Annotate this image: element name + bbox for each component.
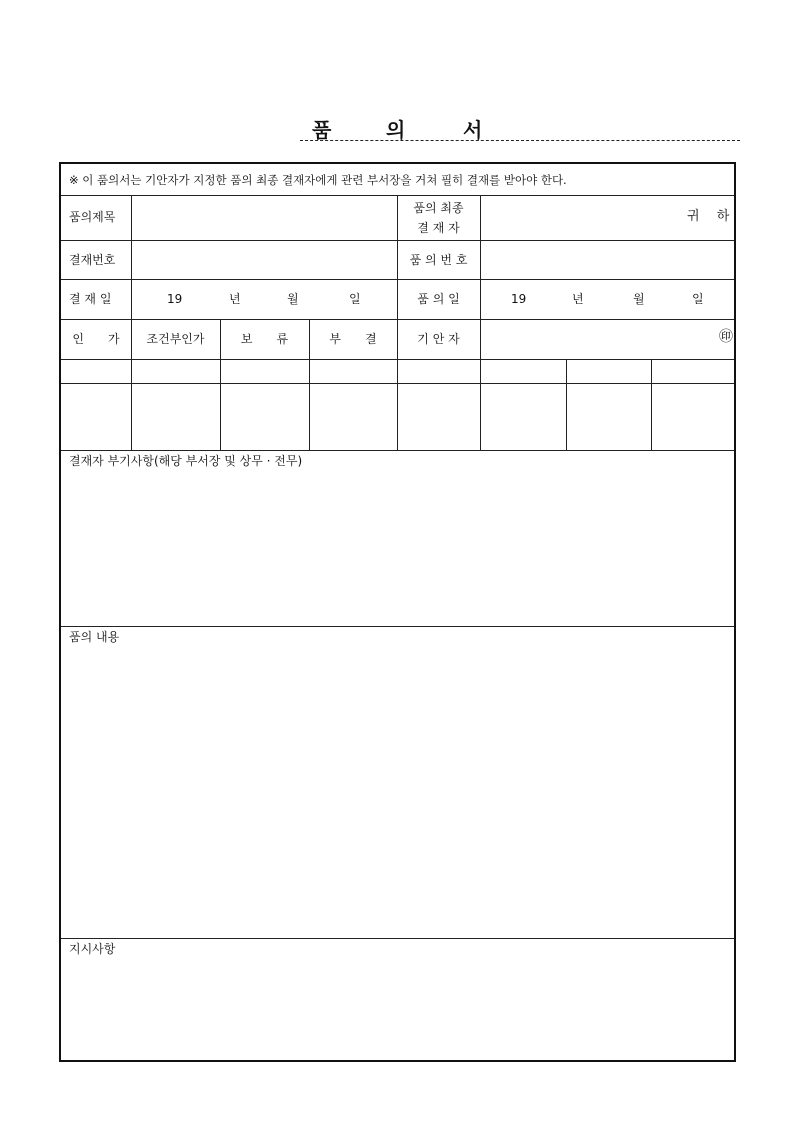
instructions-section-label: 지시사항: [69, 942, 116, 956]
proposal-day-unit: 일: [692, 292, 704, 306]
final-approver-label-1: 품의 최종: [413, 201, 464, 215]
approval-day-unit: 일: [349, 292, 361, 306]
content-section-label: 품의 내용: [69, 630, 120, 644]
approval-form: [59, 162, 736, 1062]
proposal-number-label: 품 의 번 호: [409, 253, 468, 267]
remarks-section-label: 결재자 부기사항(해당 부서장 및 상무 · 전무): [69, 454, 303, 468]
proposal-month-unit: 월: [633, 292, 645, 306]
approval-date-label: 결 재 일: [69, 292, 112, 306]
hold-label: 보 류: [240, 332, 289, 346]
approval-number-label: 결재번호: [69, 253, 116, 267]
proposal-year-prefix: 19: [511, 292, 527, 306]
honorific-text: 귀 하: [687, 209, 730, 224]
approval-year-unit: 년: [229, 292, 241, 306]
conditional-approve-label: 조건부인가: [146, 332, 205, 346]
approval-year-prefix: 19: [167, 292, 183, 306]
notice-text: ※ 이 품의서는 기안자가 지정한 품의 최종 결재자에게 관련 부서장을 거쳐 필히 결재를 받아야 한다.: [69, 173, 567, 187]
title-char-3: 서: [463, 118, 483, 142]
title-char-2: 의: [386, 118, 406, 142]
subject-label: 품의제목: [69, 210, 116, 224]
approve-label: 인 가: [72, 332, 120, 346]
drafter-label: 기 안 자: [417, 332, 460, 346]
seal-icon: ㊞: [719, 329, 733, 345]
final-approver-label-2: 결 재 자: [417, 221, 460, 235]
document-title: [300, 112, 740, 141]
approval-month-unit: 월: [287, 292, 299, 306]
reject-label: 부 결: [329, 332, 377, 346]
title-char-1: 품: [312, 118, 332, 142]
proposal-date-label: 품 의 일: [417, 292, 460, 306]
proposal-year-unit: 년: [572, 292, 584, 306]
